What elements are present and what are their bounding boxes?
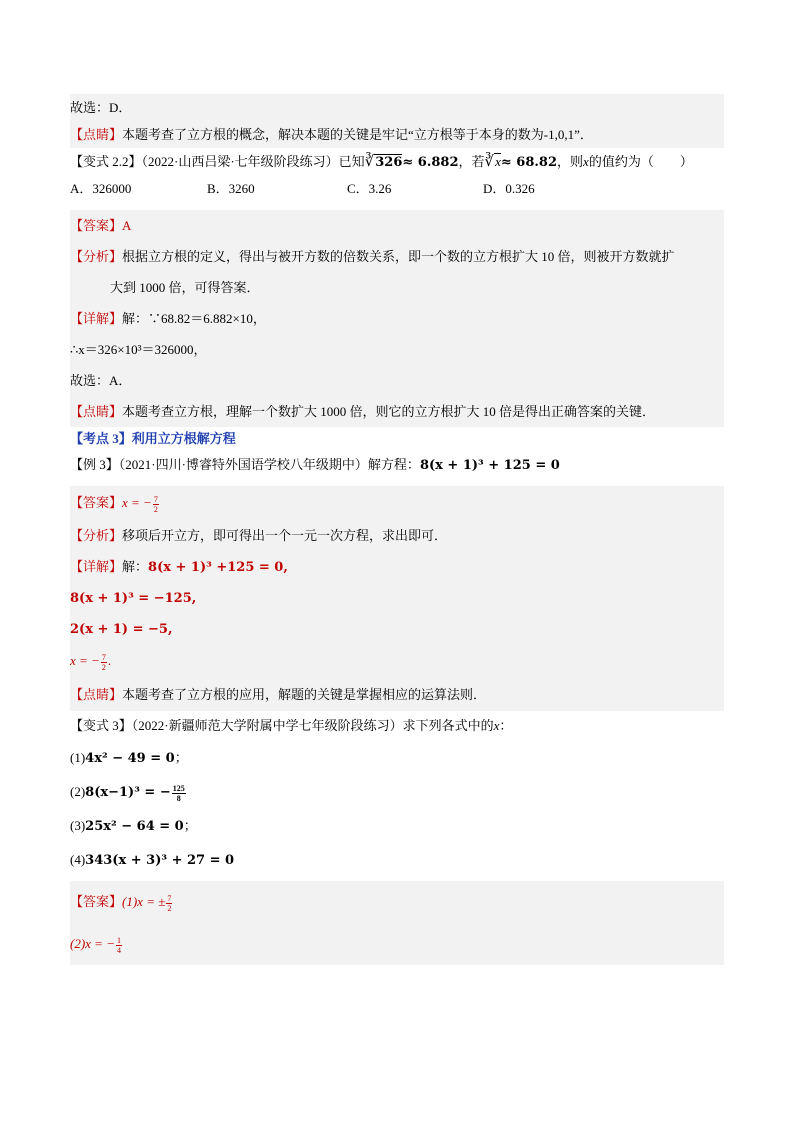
question-line bbox=[70, 451, 724, 478]
variable: x bbox=[583, 154, 589, 169]
document-page bbox=[70, 94, 724, 965]
fraction bbox=[101, 653, 107, 672]
text-line bbox=[70, 241, 724, 272]
fraction bbox=[153, 495, 159, 514]
analysis-text: 大到 1000 倍，可得答案． bbox=[110, 280, 260, 295]
text-line bbox=[70, 94, 724, 121]
fraction bbox=[172, 784, 186, 803]
text-line bbox=[70, 210, 724, 241]
question-tag: 【变式 3】 bbox=[70, 718, 132, 733]
topic-heading: 【考点 3】利用立方根解方程 bbox=[70, 431, 236, 446]
option-b: B．3260 bbox=[207, 181, 255, 196]
equation: 2(x + 1) = −5, bbox=[70, 622, 173, 637]
sub-question-index: (2) bbox=[70, 784, 86, 799]
answer-tag: 【答案】 bbox=[70, 495, 123, 510]
detail-text: 解：∵68.82＝6.882×10， bbox=[122, 311, 266, 326]
text-line bbox=[70, 121, 724, 148]
equation: 8(x + 1)³ = −125, bbox=[70, 591, 197, 606]
punctuation: ； bbox=[183, 818, 197, 833]
comment-text: 本题考查了立方根的概念，解决本题的关键是牢记“立方根等于本身的数为-1,0,1”． bbox=[122, 127, 593, 142]
solution-block-4 bbox=[70, 881, 724, 965]
radicand: x bbox=[495, 154, 501, 169]
denominator: 8 bbox=[176, 793, 181, 803]
comment-tag: 【点睛】 bbox=[70, 127, 123, 142]
numerator: 7 bbox=[167, 893, 172, 903]
comment-text: 本题考查了立方根的应用，解题的关键是掌握相应的运算法则． bbox=[122, 687, 487, 702]
text-line bbox=[70, 520, 724, 551]
solution-block-2 bbox=[70, 210, 724, 427]
equation: 343(x + 3)³ + 27 = 0 bbox=[85, 853, 235, 868]
section-heading bbox=[70, 427, 724, 451]
text-line bbox=[70, 923, 724, 965]
answer-math: x = − bbox=[70, 653, 100, 668]
comment-text: 本题考查立方根，理解一个数扩大 1000 倍，则它的立方根扩大 10 倍是得出正确答案的关键． bbox=[122, 404, 656, 419]
answer-tag: 【答案】 bbox=[70, 218, 123, 233]
answer-math: (2)x = − bbox=[70, 936, 115, 951]
text-line bbox=[70, 881, 724, 923]
equation: 25x² − 64 = 0 bbox=[85, 819, 184, 834]
detail-text: 解： bbox=[122, 559, 149, 574]
text-line bbox=[70, 272, 724, 303]
answer-tag: 【答案】 bbox=[70, 894, 123, 909]
sub-question bbox=[70, 775, 724, 809]
sub-question-index: (4) bbox=[70, 852, 86, 867]
equation: 8(x + 1)³ + 125 = 0 bbox=[419, 458, 560, 473]
question-text: ，若 bbox=[458, 154, 485, 169]
text-line bbox=[70, 334, 724, 365]
comment-tag: 【点睛】 bbox=[70, 687, 123, 702]
text-line bbox=[70, 613, 724, 644]
choice-text: 故选：D． bbox=[70, 100, 132, 115]
cube-root-sign: ∛ bbox=[364, 154, 375, 170]
solution-block-1 bbox=[70, 94, 724, 148]
text-line bbox=[70, 644, 724, 678]
text-line bbox=[70, 551, 724, 582]
numerator: 125 bbox=[172, 783, 185, 793]
solution-block-3 bbox=[70, 486, 724, 711]
denominator: 2 bbox=[153, 504, 158, 514]
denominator: 4 bbox=[116, 945, 121, 955]
approx-value: ≈ 6.882 bbox=[402, 155, 459, 170]
analysis-text: 根据立方根的定义，得出与被开方数的倍数关系，即一个数的立方根扩大 10 倍，则被开方数就扩 bbox=[122, 249, 675, 264]
text-line bbox=[70, 678, 724, 711]
punctuation: ； bbox=[174, 750, 188, 765]
sub-question bbox=[70, 809, 724, 843]
sub-question bbox=[70, 741, 724, 775]
approx-value: ≈ 68.82 bbox=[500, 155, 558, 170]
equation: 8(x + 1)³ +125 = 0, bbox=[148, 560, 288, 575]
denominator: 2 bbox=[101, 662, 106, 672]
numerator: 7 bbox=[101, 652, 106, 662]
equation: 8(x−1)³ = − bbox=[85, 785, 171, 800]
text-line bbox=[70, 303, 724, 334]
question-tag: 【例 3】 bbox=[70, 457, 119, 472]
question-text: ，则 bbox=[557, 154, 584, 169]
numerator: 7 bbox=[153, 494, 158, 504]
detail-text: ∴x＝326×10³＝326000， bbox=[70, 342, 207, 357]
choice-text: 故选：A． bbox=[70, 373, 132, 388]
option-d: D．0.326 bbox=[483, 181, 535, 196]
denominator: 2 bbox=[167, 903, 172, 913]
punctuation: . bbox=[107, 653, 112, 668]
question-line bbox=[70, 711, 724, 741]
detail-tag: 【详解】 bbox=[70, 311, 123, 326]
question-source: （2022·山西吕梁·七年级阶段练习）已知 bbox=[141, 154, 365, 169]
analysis-tag: 【分析】 bbox=[70, 249, 123, 264]
sub-question-index: (1) bbox=[70, 750, 86, 765]
cube-root-sign: ∛ bbox=[484, 154, 495, 170]
text-line bbox=[70, 486, 724, 520]
detail-tag: 【详解】 bbox=[70, 559, 123, 574]
comment-tag: 【点睛】 bbox=[70, 404, 123, 419]
question-source: （2022·新疆师范大学附属中学七年级阶段练习）求下列各式中的 bbox=[131, 718, 494, 733]
text-line bbox=[70, 365, 724, 396]
question-tag: 【变式 2.2】 bbox=[70, 154, 142, 169]
question-line bbox=[70, 148, 724, 175]
fraction bbox=[166, 894, 172, 913]
answer-text: A bbox=[122, 218, 132, 233]
text-line bbox=[70, 582, 724, 613]
variable: x bbox=[493, 718, 500, 733]
option-a: A．326000 bbox=[70, 181, 132, 196]
answer-math: x = − bbox=[122, 495, 152, 510]
question-text: ： bbox=[499, 718, 513, 733]
question-source: （2021·四川·博睿特外国语学校八年级期中）解方程： bbox=[118, 457, 420, 472]
sub-question-index: (3) bbox=[70, 818, 86, 833]
sub-question bbox=[70, 843, 724, 877]
numerator: 1 bbox=[116, 935, 121, 945]
analysis-text: 移项后开立方，即可得出一个一元一次方程，求出即可． bbox=[122, 528, 448, 543]
fraction bbox=[116, 936, 122, 955]
radicand: 326 bbox=[375, 155, 403, 170]
options-line bbox=[70, 175, 724, 202]
question-text: 的值约为（ ） bbox=[588, 154, 693, 169]
option-c: C．3.26 bbox=[347, 181, 392, 196]
text-line bbox=[70, 396, 724, 427]
answer-math: (1)x = ± bbox=[122, 894, 166, 909]
analysis-tag: 【分析】 bbox=[70, 528, 123, 543]
equation: 4x² − 49 = 0 bbox=[85, 751, 175, 766]
